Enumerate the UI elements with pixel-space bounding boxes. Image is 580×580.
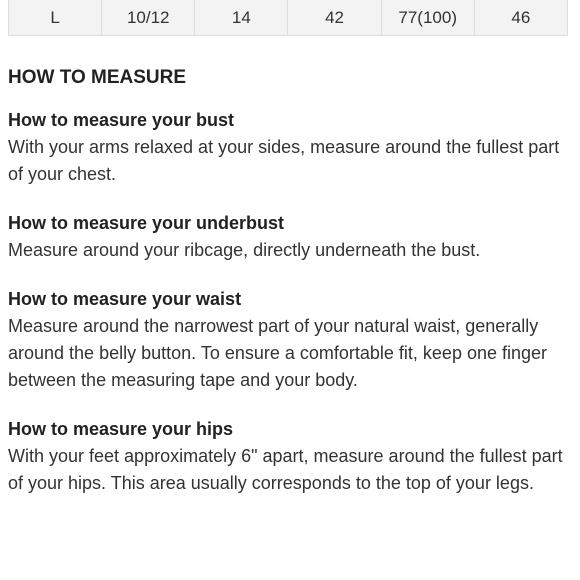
- measure-text: With your feet approximately 6" apart, measure around the fullest part of your hips. This area usually corresponds to the top of your legs.: [8, 446, 563, 493]
- table-cell-eu: 42: [288, 0, 381, 36]
- table-cell-uk: 10/12: [102, 0, 195, 36]
- measure-text: With your arms relaxed at your sides, measure around the fullest part of your chest.: [8, 137, 560, 184]
- size-table: [8, 0, 568, 36]
- table-row: [9, 0, 568, 36]
- how-to-measure-section: [8, 64, 574, 519]
- measure-text: Measure around the narrowest part of your natural waist, generally around the belly button. To ensure a comfortable fit, keep one finger between the measuring tape and your body.: [8, 316, 548, 390]
- measure-hips: [8, 416, 574, 497]
- measure-bust: [8, 107, 574, 188]
- table-cell-us: 14: [195, 0, 288, 36]
- measure-heading: How to measure your waist: [8, 289, 242, 309]
- measure-heading: How to measure your underbust: [8, 213, 285, 233]
- measure-waist: [8, 286, 574, 394]
- table-cell-size: L: [9, 0, 102, 36]
- table-cell-bust: 77(100): [381, 0, 474, 36]
- table-cell-waist: 46: [474, 0, 567, 36]
- section-title: HOW TO MEASURE: [8, 67, 187, 88]
- measure-underbust: [8, 210, 574, 264]
- measure-heading: How to measure your hips: [8, 419, 234, 439]
- measure-text: Measure around your ribcage, directly underneath the bust.: [8, 240, 481, 260]
- measure-heading: How to measure your bust: [8, 110, 235, 130]
